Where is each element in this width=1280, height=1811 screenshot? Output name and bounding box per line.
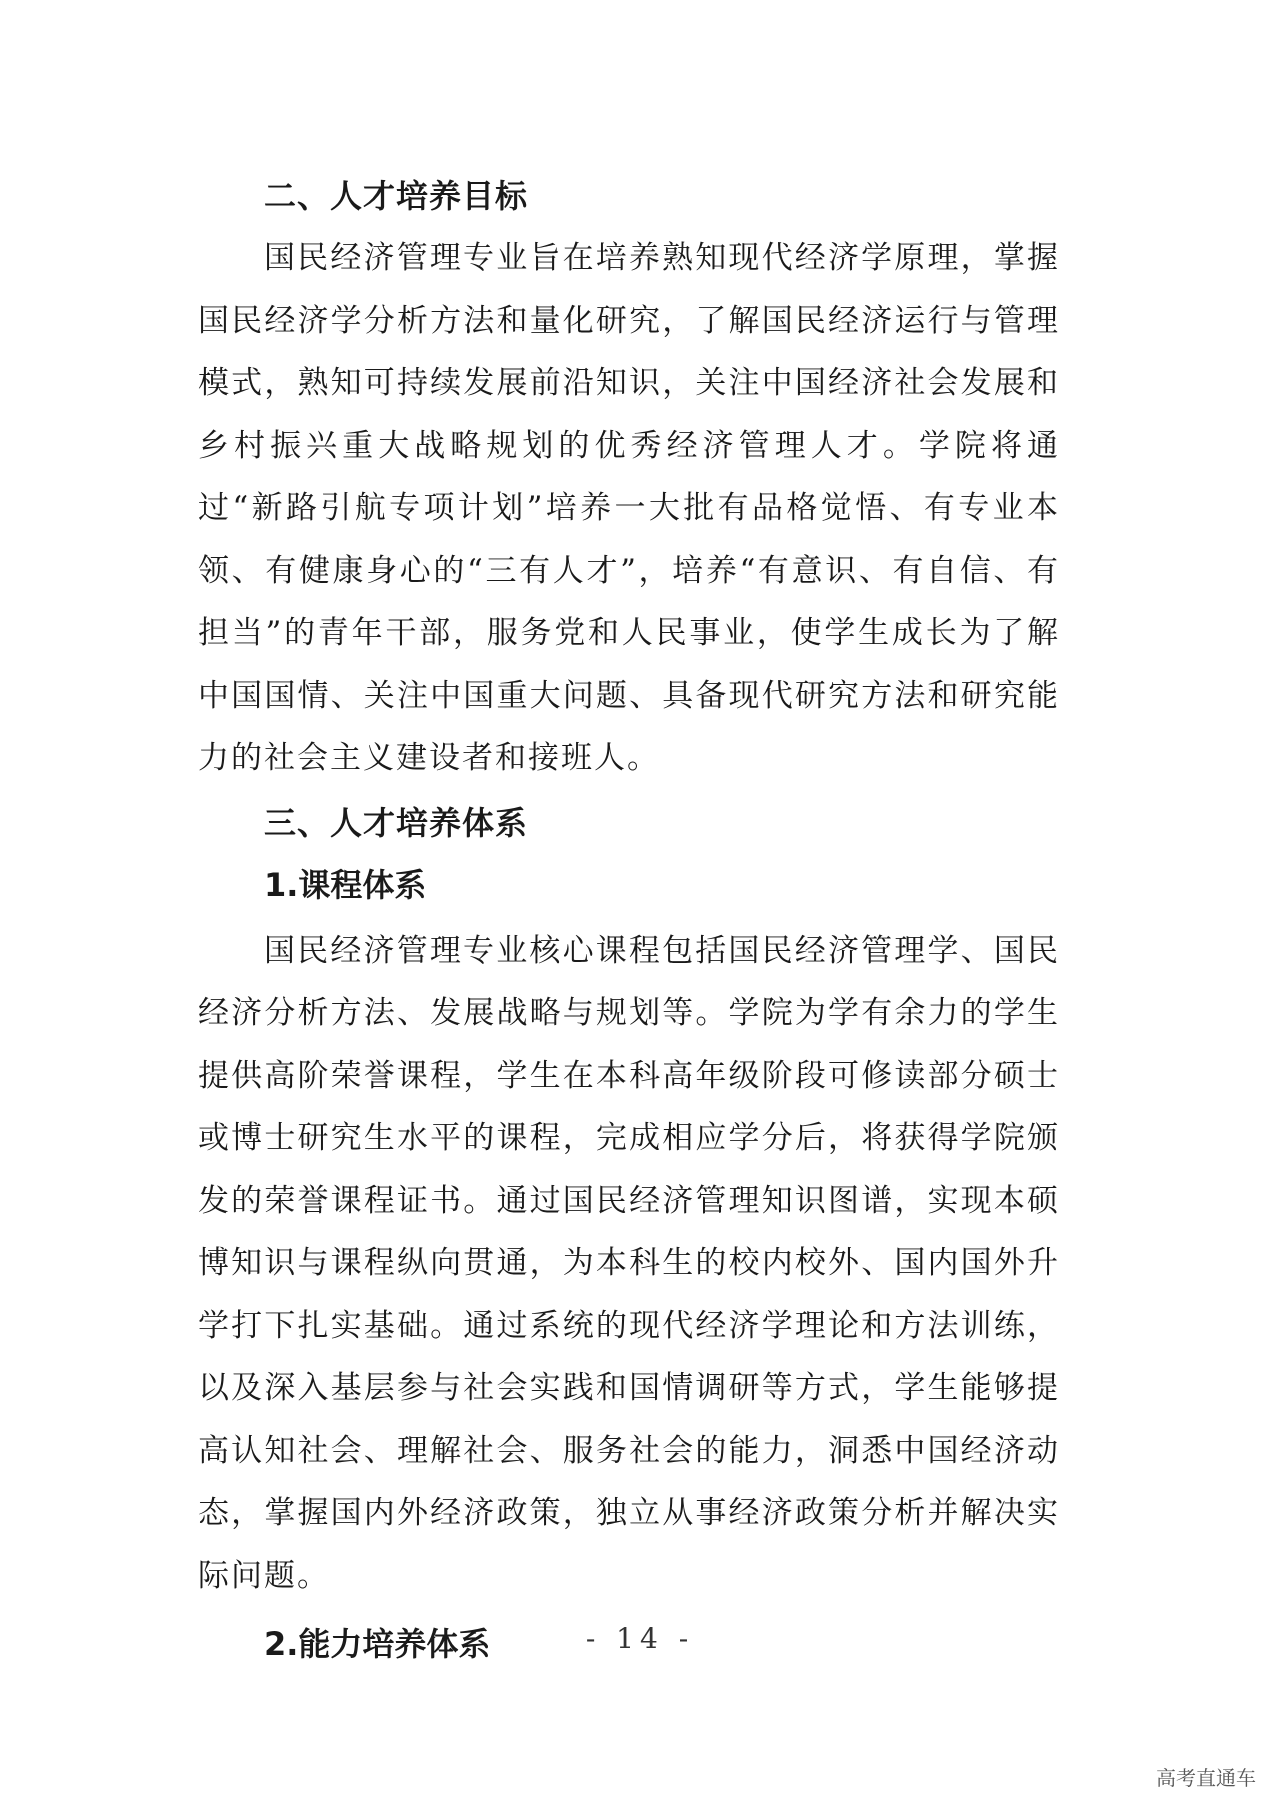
paragraph-curriculum: 国民经济管理专业核心课程包括国民经济管理学、国民经济分析方法、发展战略与规划等。学院为学有余力的学生提供高阶荣誉课程，学生在本科高年级阶段可修读部分硕士或博士研究生水平的课程，完成相应学分后，将获得学院颁发的荣誉课程证书。通过国民经济管理知识图谱，实现本硕博知识与课程纵向贯通，为本科生的校内校外、国内国外升学打下扎实基础。通过系统的现代经济学理论和方法训练，以及深入基层参与社会实践和国情调研等方式，学生能够提高认知社会、理解社会、服务社会的能力，洞悉中国经济动态，掌握国内外经济政策，独立从事经济政策分析并解决实际问题。 <box>198 932 1060 1594</box>
section-heading-talent-system: 三、人才培养体系 <box>264 803 529 842</box>
document-body <box>198 165 1060 1675</box>
subsection-heading-curriculum: 1.课程体系 <box>264 865 427 904</box>
paragraph-talent-goals: 国民经济管理专业旨在培养熟知现代经济学原理，掌握国民经济学分析方法和量化研究，了解国民经济运行与管理模式，熟知可持续发展前沿知识，关注中国经济社会发展和乡村振兴重大战略规划的优秀经济管理人才。学院将通过“新路引航专项计划”培养一大批有品格觉悟、有专业本领、有健康身心的“三有人才”，培养“有意识、有自信、有担当”的青年干部，服务党和人民事业，使学生成长为了解中国国情、关注中国重大问题、具备现代研究方法和研究能力的社会主义建设者和接班人。 <box>198 240 1060 776</box>
watermark-text: 高考直通车 <box>1156 1766 1256 1790</box>
subsection-heading-ability-system: 2.能力培养体系 <box>264 1625 491 1663</box>
section-heading-talent-goals: 二、人才培养目标 <box>264 177 529 215</box>
page-number: - 14 - <box>585 1622 695 1655</box>
